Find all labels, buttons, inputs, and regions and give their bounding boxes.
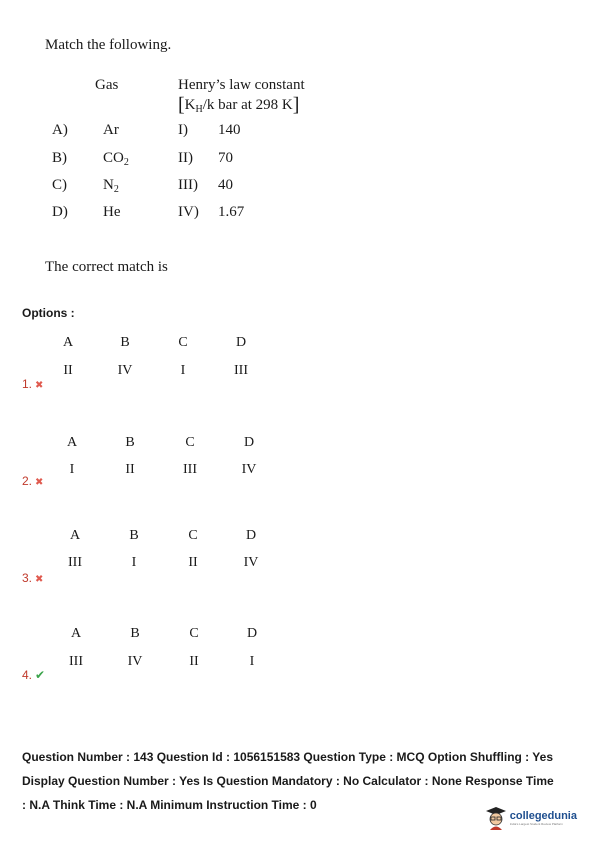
- column-header-gas: Gas: [95, 77, 119, 93]
- option-head-d: D: [243, 435, 255, 450]
- option-head-a: A: [70, 626, 82, 641]
- constant-numeral: IV): [178, 204, 199, 220]
- gas-name: He: [103, 204, 121, 220]
- option-value-d: IV: [243, 555, 259, 570]
- graduate-avatar-icon: [485, 806, 507, 830]
- options-label: Options :: [22, 306, 75, 320]
- option-value-a: III: [68, 555, 82, 570]
- constant-numeral: I): [178, 122, 188, 138]
- cross-icon: ✖: [35, 380, 44, 391]
- option-value-a: II: [63, 363, 73, 378]
- option-number: 1. ✖: [22, 377, 44, 391]
- question-prompt: Match the following.: [45, 37, 172, 53]
- option-head-b: B: [125, 435, 135, 450]
- constant-value: 1.67: [218, 204, 245, 220]
- option-number: 4. ✔: [22, 668, 46, 682]
- gas-name: $CO_2$: [103, 150, 129, 168]
- cross-icon: ✖: [35, 477, 44, 488]
- option-value-b: IV: [127, 654, 143, 669]
- constant-numeral: II): [178, 150, 193, 166]
- metadata-line: Question Number : 143 Question Id : 1056151583 Question Type : MCQ Option Shuffling : Yes: [22, 750, 553, 764]
- option-value-a: I: [69, 462, 75, 477]
- row-label: A): [52, 122, 68, 138]
- gas-name: $N_2$: [103, 177, 119, 195]
- option-head-c: C: [188, 528, 198, 543]
- option-head-b: B: [130, 626, 140, 641]
- constant-value: 140: [218, 122, 241, 138]
- option-value-c: I: [180, 363, 186, 378]
- row-label: D): [52, 204, 68, 220]
- option-value-d: IV: [241, 462, 257, 477]
- option-value-a: III: [69, 654, 83, 669]
- option-value-d: III: [234, 363, 248, 378]
- option-head-a: A: [69, 528, 81, 543]
- option-value-c: II: [188, 555, 198, 570]
- gas-name: Ar: [103, 122, 119, 138]
- option-value-b: I: [131, 555, 137, 570]
- option-head-b: B: [120, 335, 130, 350]
- metadata-line: Display Question Number : Yes Is Question Mandatory : No Calculator : None Response Time: [22, 774, 554, 788]
- option-head-d: D: [245, 528, 257, 543]
- column-header-constant: Henry’s law constant: [178, 77, 305, 93]
- column-header-constant-unit: [$K_H/k$ bar at 298 K]: [178, 94, 300, 116]
- option-head-c: C: [178, 335, 188, 350]
- option-head-c: C: [189, 626, 199, 641]
- option-value-c: III: [183, 462, 197, 477]
- collegedunia-logo: [485, 806, 577, 830]
- cross-icon: ✖: [35, 574, 44, 585]
- option-value-c: II: [189, 654, 199, 669]
- logo-tagline: India's Largest Student Review Platform: [509, 822, 564, 826]
- constant-numeral: III): [178, 177, 198, 193]
- option-head-c: C: [185, 435, 195, 450]
- question-stem: The correct match is: [45, 259, 168, 275]
- option-head-b: B: [129, 528, 139, 543]
- constant-value: 70: [218, 150, 233, 166]
- option-number: 3. ✖: [22, 571, 44, 585]
- check-icon: ✔: [35, 668, 46, 682]
- option-value-b: IV: [117, 363, 133, 378]
- option-head-a: A: [62, 335, 74, 350]
- option-number: 2. ✖: [22, 474, 44, 488]
- option-value-d: I: [249, 654, 255, 669]
- option-head-a: A: [66, 435, 78, 450]
- logo-text: collegedunia: [509, 810, 577, 822]
- option-head-d: D: [246, 626, 258, 641]
- option-value-b: II: [125, 462, 135, 477]
- row-label: C): [52, 177, 67, 193]
- metadata-line: : N.A Think Time : N.A Minimum Instruction Time : 0: [22, 798, 317, 812]
- row-label: B): [52, 150, 67, 166]
- option-head-d: D: [235, 335, 247, 350]
- constant-value: 40: [218, 177, 233, 193]
